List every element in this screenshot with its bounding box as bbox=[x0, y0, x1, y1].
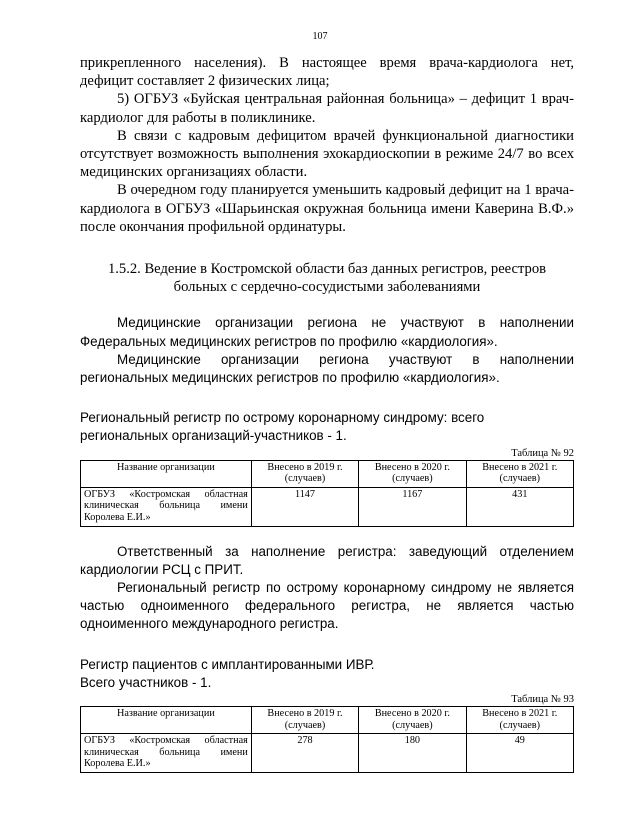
paragraph: 5) ОГБУЗ «Буйская центральная районная больница» – дефицит 1 врач-кардиолог для работы в поликлинике. bbox=[80, 91, 574, 126]
paragraph: Медицинские организации региона участвуют в наполнении региональных медицинских регистров по профилю «кардиология». bbox=[80, 351, 574, 386]
paragraph: Медицинские организации региона не участвуют в наполнении Федеральных медицинских регистров по профилю «кардиология». bbox=[80, 315, 574, 349]
paragraph: Региональный регистр по острому коронарному синдрому не является частью одноименного федерального регистра, не является частью одноименного международного регистра. bbox=[80, 580, 574, 632]
table-cell: 1147 bbox=[251, 487, 358, 526]
section-heading: 1.5.2. Ведение в Костромской области баз данных регистров, реестров больных с сердечно-сосудистыми заболеваниями bbox=[107, 261, 547, 296]
paragraph: В связи с кадровым дефицитом врачей функциональной диагностики отсутствует возможность выполнения эхокардиоскопии в режиме 24/7 во всех медицинских организациях области. bbox=[80, 127, 574, 181]
column-header: Внесено в 2020 г. (случаев) bbox=[359, 460, 466, 487]
table-row bbox=[81, 734, 574, 773]
registry-count: Всего участников - 1. bbox=[80, 674, 212, 690]
paragraph: В очередном году планируется уменьшить кадровый дефицит на 1 врача-кардиолога в ОГБУЗ «Шарьинская окружная больница имени Каверина В.Ф.» после окончания профильной ординатуры. bbox=[80, 182, 574, 235]
column-header: Внесено в 2020 г. (случаев) bbox=[359, 707, 466, 734]
data-table-92 bbox=[80, 460, 574, 527]
table-caption: Таблица № 92 bbox=[511, 447, 574, 459]
table-cell: ОГБУЗ «Костромская областная клиническая больница имени Королева Е.И.» bbox=[81, 734, 252, 773]
document-body bbox=[80, 54, 574, 773]
column-header: Название организации bbox=[81, 460, 252, 487]
column-header: Внесено в 2021 г. (случаев) bbox=[466, 707, 573, 734]
column-header: Название организации bbox=[81, 707, 252, 734]
column-header: Внесено в 2019 г. (случаев) bbox=[251, 707, 358, 734]
data-table-93 bbox=[80, 706, 574, 773]
registry-title: Региональный регистр по острому коронарному синдрому: всего региональных организаций-участников - 1. bbox=[80, 410, 485, 444]
table-cell: ОГБУЗ «Костромская областная клиническая больница имени Королева Е.И.» bbox=[81, 487, 252, 526]
paragraph: прикрепленного населения). В настоящее время врача-кардиолога нет, дефицит составляет 2 физических лица; bbox=[80, 55, 574, 90]
column-header: Внесено в 2021 г. (случаев) bbox=[466, 460, 573, 487]
column-header: Внесено в 2019 г. (случаев) bbox=[251, 460, 358, 487]
page-number: 107 bbox=[312, 31, 328, 42]
table-cell: 49 bbox=[466, 734, 573, 773]
registry-title: Регистр пациентов с имплантированными ИВР. bbox=[80, 656, 375, 672]
table-cell: 1167 bbox=[359, 487, 466, 526]
table-header-row bbox=[81, 460, 574, 487]
table-header-row bbox=[81, 707, 574, 734]
paragraph: Ответственный за наполнение регистра: заведующий отделением кардиологии РСЦ с ПРИТ. bbox=[80, 543, 574, 577]
table-cell: 180 bbox=[359, 734, 466, 773]
table-cell: 278 bbox=[251, 734, 358, 773]
table-cell: 431 bbox=[466, 487, 573, 526]
table-caption: Таблица № 93 bbox=[511, 694, 574, 706]
table-row bbox=[81, 487, 574, 526]
